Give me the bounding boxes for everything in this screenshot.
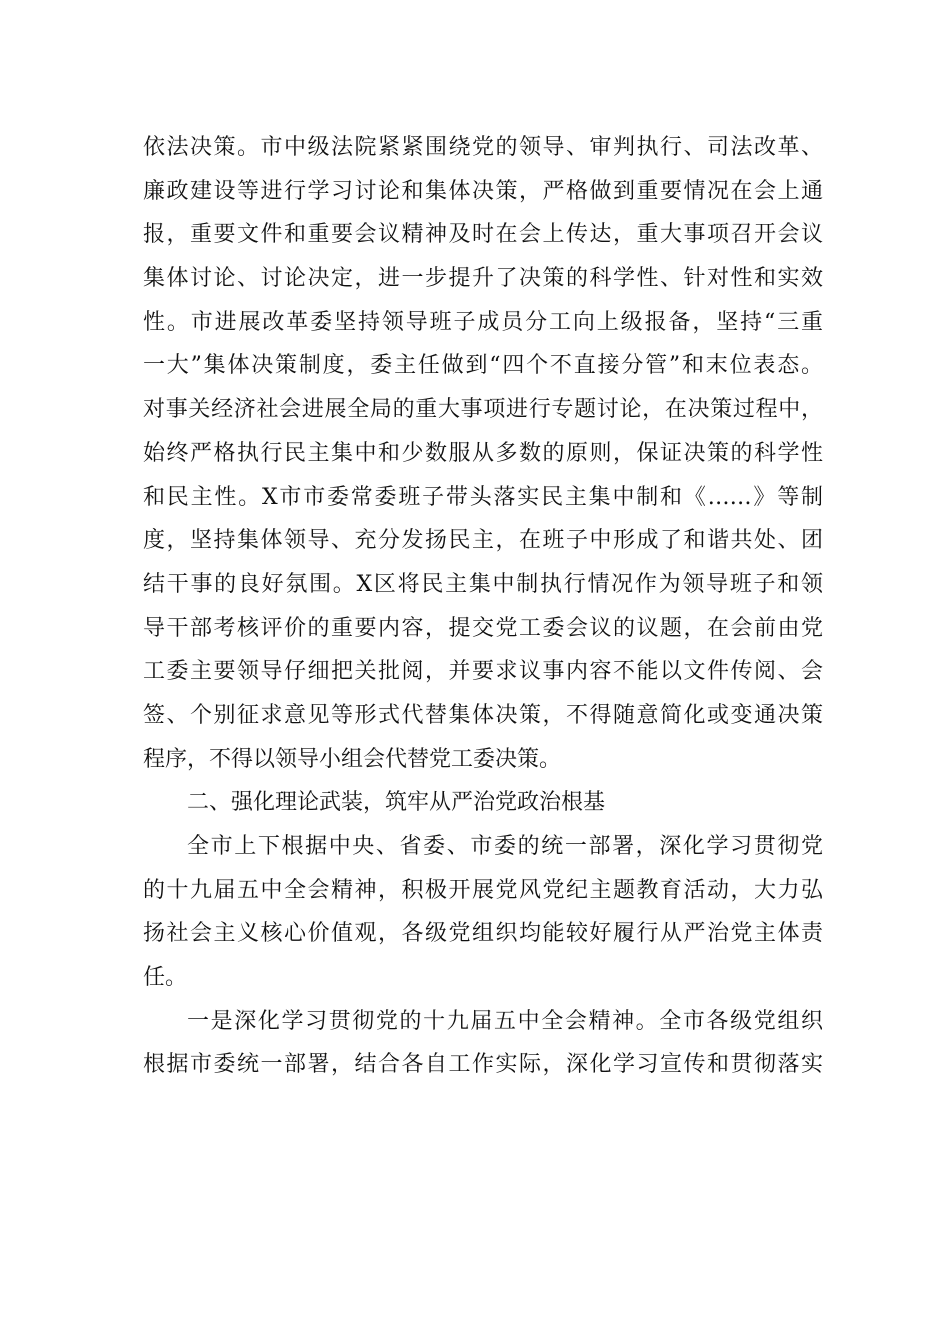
document-body xyxy=(143,126,823,1087)
text-line: 一是深化学习贯彻党的十九届五中全会精神。全市各级党组织 xyxy=(187,1008,823,1034)
text-line: 扬社会主义核心价值观，各级党组织均能较好履行从严治党主体责 xyxy=(143,921,823,947)
text-line: 廉政建设等进行学习讨论和集体决策，严格做到重要情况在会上通 xyxy=(143,178,823,204)
text-line: 始终严格执行民主集中和少数服从多数的原则，保证决策的科学性 xyxy=(143,440,823,466)
text-line: 导干部考核评价的重要内容，提交党工委会议的议题，在会前由党 xyxy=(143,615,823,641)
text-line: 对事关经济社会进展全局的重大事项进行专题讨论，在决策过程中， xyxy=(143,397,823,423)
text-line: 报，重要文件和重要会议精神及时在会上传达，重大事项召开会议 xyxy=(143,222,823,248)
text-line: 任。 xyxy=(143,965,188,991)
text-line: 签、个别征求意见等形式代替集体决策，不得随意简化或变通决策 xyxy=(143,702,823,728)
text-line: 根据市委统一部署，结合各自工作实际，深化学习宣传和贯彻落实 xyxy=(143,1052,823,1078)
text-line: 结干事的良好氛围。X区将民主集中制执行情况作为领导班子和领 xyxy=(143,571,823,597)
text-line: 程序，不得以领导小组会代替党工委决策。 xyxy=(143,746,562,772)
text-line: 性。市进展改革委坚持领导班子成员分工向上级报备，坚持“三重 xyxy=(143,309,823,335)
text-line: 一大”集体决策制度，委主任做到“四个不直接分管”和末位表态。 xyxy=(143,353,823,379)
text-line: 的十九届五中全会精神，积极开展党风党纪主题教育活动，大力弘 xyxy=(143,877,823,903)
text-line: 依法决策。市中级法院紧紧围绕党的领导、审判执行、司法改革、 xyxy=(143,135,823,160)
text-line: 二、强化理论武装，筑牢从严治党政治根基 xyxy=(187,790,606,816)
text-line: 度，坚持集体领导、充分发扬民主，在班子中形成了和谐共处、团 xyxy=(143,528,823,554)
text-line: 工委主要领导仔细把关批阅，并要求议事内容不能以文件传阅、会 xyxy=(143,659,823,685)
text-line: 全市上下根据中央、省委、市委的统一部署，深化学习贯彻党 xyxy=(187,834,823,859)
text-line: 集体讨论、讨论决定，进一步提升了决策的科学性、针对性和实效 xyxy=(143,266,823,292)
text-line: 和民主性。X市市委常委班子带头落实民主集中制和《……》等制 xyxy=(143,484,823,510)
